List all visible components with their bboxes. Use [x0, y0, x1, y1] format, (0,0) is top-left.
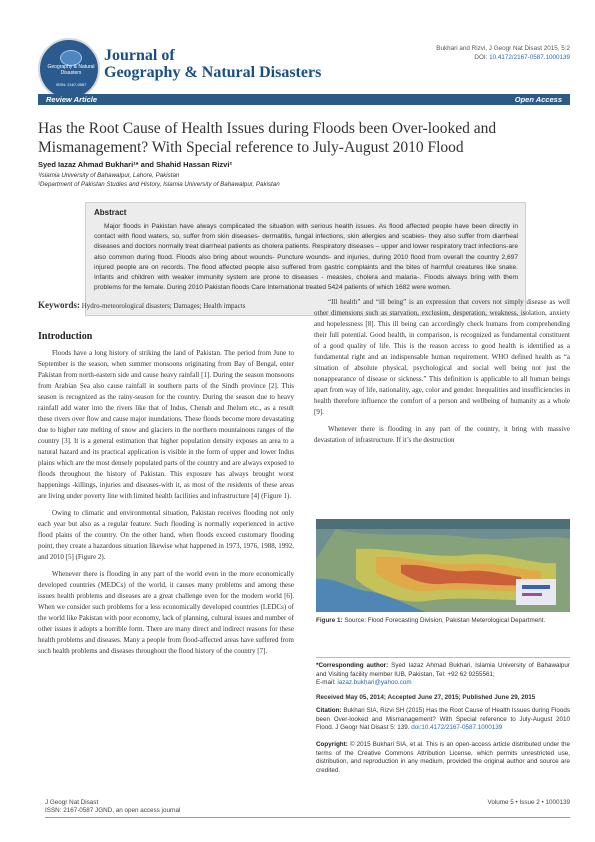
journal-logo [38, 38, 100, 100]
affiliation-1: ¹Islamia University of Bahawalpur, Lahore, Pakistan [38, 172, 180, 179]
corresponding-author [316, 662, 570, 688]
abstract-heading: Abstract [94, 208, 127, 217]
keywords-label: Keywords: [38, 300, 80, 310]
right-column-body [314, 297, 570, 446]
keywords-block [38, 300, 294, 312]
author-list: Syed Iazaz Ahmad Bukhari¹* and Shahid Hassan Rizvi² [38, 160, 232, 169]
keywords-text: Hydro-meteorological disasters; Damages; Health impacts [81, 302, 246, 310]
footer-divider [45, 817, 570, 818]
figure-1-caption-text: Source: Flood Forecasting Division, Pakistan Meterological Department. [344, 617, 546, 624]
logo-ring-text: Geography & Natural Disasters [47, 64, 95, 76]
article-title: Has the Root Cause of Health Issues during Floods been Over-looked and Mismanagement? With Special reference to July-August 2010 Flood [38, 120, 497, 156]
copyright-label: Copyright: [316, 741, 348, 748]
figure-1-flood-map [316, 519, 570, 612]
intro-paragraph-4: “Ill health” and “ill being” is an expression that covers not simply disease as well other dimensions such as starvation, exclusion, desperation, weakness, isolation, anxiety and hopelessness [8]. This ill being can accordingly check humans from comprehending their full potential. Good health, in comparison, is recognized as fundamental constituent of a good quality of life. This is the reason access to good health is identified as a fundamental right and an indispensable human requirement. WHO defined health as “a situation of absolute physical, psychological and social well being not just the nonappearance of disease or sickness.” This definition is applicable to all human beings apart from way of life, nationality, age, color and gender. Inequalities and insufficiencies in health therefore influence the comfort of a person and wellbeing of humanity as a whole [9]. [314, 298, 570, 416]
intro-paragraph-5: Whenever there is flooding in any part of the country, it bring with massive devastation of infrastructure. If it’s the destruction [314, 425, 570, 444]
journal-title-line2: Geography & Natural Disasters [104, 64, 322, 81]
copyright-text: © 2015 Bukhari SIA, et al. This is an open-access article distributed under the terms of the Creative Commons Attribution License, which permits unrestricted use, distribution, and reproduction in any medium, provided the original author and source are credited. [316, 741, 570, 774]
intro-paragraph-1: Floods have a long history of striking the land of Pakistan. The period from June to September is the season, when summer monsoons originating from Bay of Bengal, enter Pakistan from north-eastern side and cause heavy rainfall [1]. During the season monsoons from Arabian Sea also cause rainfall in southern parts of the Sindh province [2]. This season is recognized as the rainy-season for the country. During the season due to heavy rainfall add water into the rivers like that of Indus, Chenab and Jhelum etc., as a result these rivers over flow and cause major inundations. These floods become more devastating due to higher rate melting of snow and glaciers in the northern mountainous ranges of the country [3]. It is a general estimation that higher population density exposes an area to a natural hazard and its practical application is visible in the form of upper and lower Indus plains which are the most densely populated parts of the country and are always exposed to floods throughout the history of Pakistan. This exposure has always brought worst happenings -killings, injuries and diseases-with it, as most of the residents of these areas are living under poverty line with limited health facilities and infrastructure [4] (Figure 1). [38, 349, 294, 500]
citation-label: Citation: [316, 707, 342, 714]
intro-paragraph-2: Owing to climatic and environmental situation, Pakistan receives flooding not only each year but also as a regular feature. Such flooding is normally experienced in active flood plains of the country. On the other hand, when floods exceed customary flooding point, they create a hazardous situation likewise what happened in 1973, 1976, 1988, 1992, and 2010 [5] (Figure 2). [38, 509, 294, 561]
doi-header [388, 54, 570, 61]
figure-1-caption [316, 616, 570, 625]
affiliation-2: ²Department of Pakistan Studies and History, Islamia University of Bahawalpur, Pakistan [38, 181, 280, 188]
info-divider [316, 657, 570, 658]
corresponding-author-text: Syed Iazaz Ahmad Bukhari, Islamia University of Bahawalpur and Visiting facility member IUB, Pakistan, Tel: +92 62 9255561; [316, 662, 571, 678]
article-type-bar [38, 94, 570, 105]
citation-block [316, 707, 570, 733]
journal-title-line1: Journal of [104, 47, 175, 64]
corresponding-author-label: *Corresponding author: [316, 662, 389, 669]
citation-text: Bukhari SIA, Rizvi SH (2015) Has the Root Cause of Health Issues during Floods been Over-looked and Mismanagement? With Special reference to July-August 2010 Flood. J Geogr Nat Disast 5: 139. [316, 707, 570, 731]
footer-issn: ISSN: 2167-0587 JGND, an open access journal [45, 807, 181, 814]
email-link[interactable]: iazaz.bukhari@yahoo.com [337, 679, 412, 686]
footer-volume: Volume 5 • Issue 2 • 1000139 [487, 799, 570, 806]
logo-issn: ISSN: 2167-0587 [55, 82, 87, 87]
doi-label: DOI: [474, 54, 490, 61]
figure-1-caption-label: Figure 1: [316, 617, 343, 624]
introduction-heading: Introduction [38, 331, 93, 342]
citation-header: Bukhari and Rizvi, J Geogr Nat Disast 2015, 5:2 [436, 45, 570, 52]
copyright-block [316, 741, 570, 775]
email-label: E-mail: [316, 679, 336, 686]
doi-link[interactable]: 10.4172/2167-0587.1000139 [489, 54, 570, 61]
intro-paragraph-3: Whenever there is flooding in any part of the world even in the more economically developed countries (MEDCs) of the world, it causes many problems and among these issues health problems and diseases are a great challenge even for the modern world [6]. When we consider such problems for a less economically developed countries (LEDCs) of the world like Pakistan with poor economy, lack of planning, cultural issues and number of other issues it adopts a horrible form. There are many direct and indirect reasons for these health problems and diseases. Many a people from flood-affected areas have suffered from such health problems and diseases throughout the flood history of the country [7]. [38, 570, 294, 655]
left-column-body [38, 348, 294, 657]
citation-doi-link[interactable]: doi:10.4172/2167-0587.1000139 [411, 724, 503, 731]
open-access-label: Open Access [514, 95, 562, 104]
footer-journal-abbrev: J Geogr Nat Disast [45, 799, 99, 806]
abstract-text: Major floods in Pakistan have always complicated the situation with serious health issues. As flood affected people have been directly in contact with flood waters, so, suffer from skin diseases- dermatitis, fungal infections, skin allergies and scabies- they also suffer from diarrheal diseases and doctors normally treat diarrheal patients as cholera patients. Respiratory diseases – upper and lower respiratory tract infections-are also common during flood. Floods also bring about wounds- Puncture wounds- and injuries, during 2010 flood from overall the country 2,697 injured people are on records. The flood affected people also suffered from gastric complaints and the bites of harmful creatures like snake. Infants and children with weaker immunity system are prone to diseases - measles, cholera and malaria-. Floods always bring with them problems for the female. During 2010 Pakistan floods Care International treated 5424 patients of which 1682 were women. [94, 223, 518, 292]
article-type-label: Review Article [46, 95, 97, 104]
flood-map-image [316, 519, 570, 612]
article-dates: Received May 05, 2014; Accepted June 27, 2015; Published June 29, 2015 [316, 694, 536, 701]
